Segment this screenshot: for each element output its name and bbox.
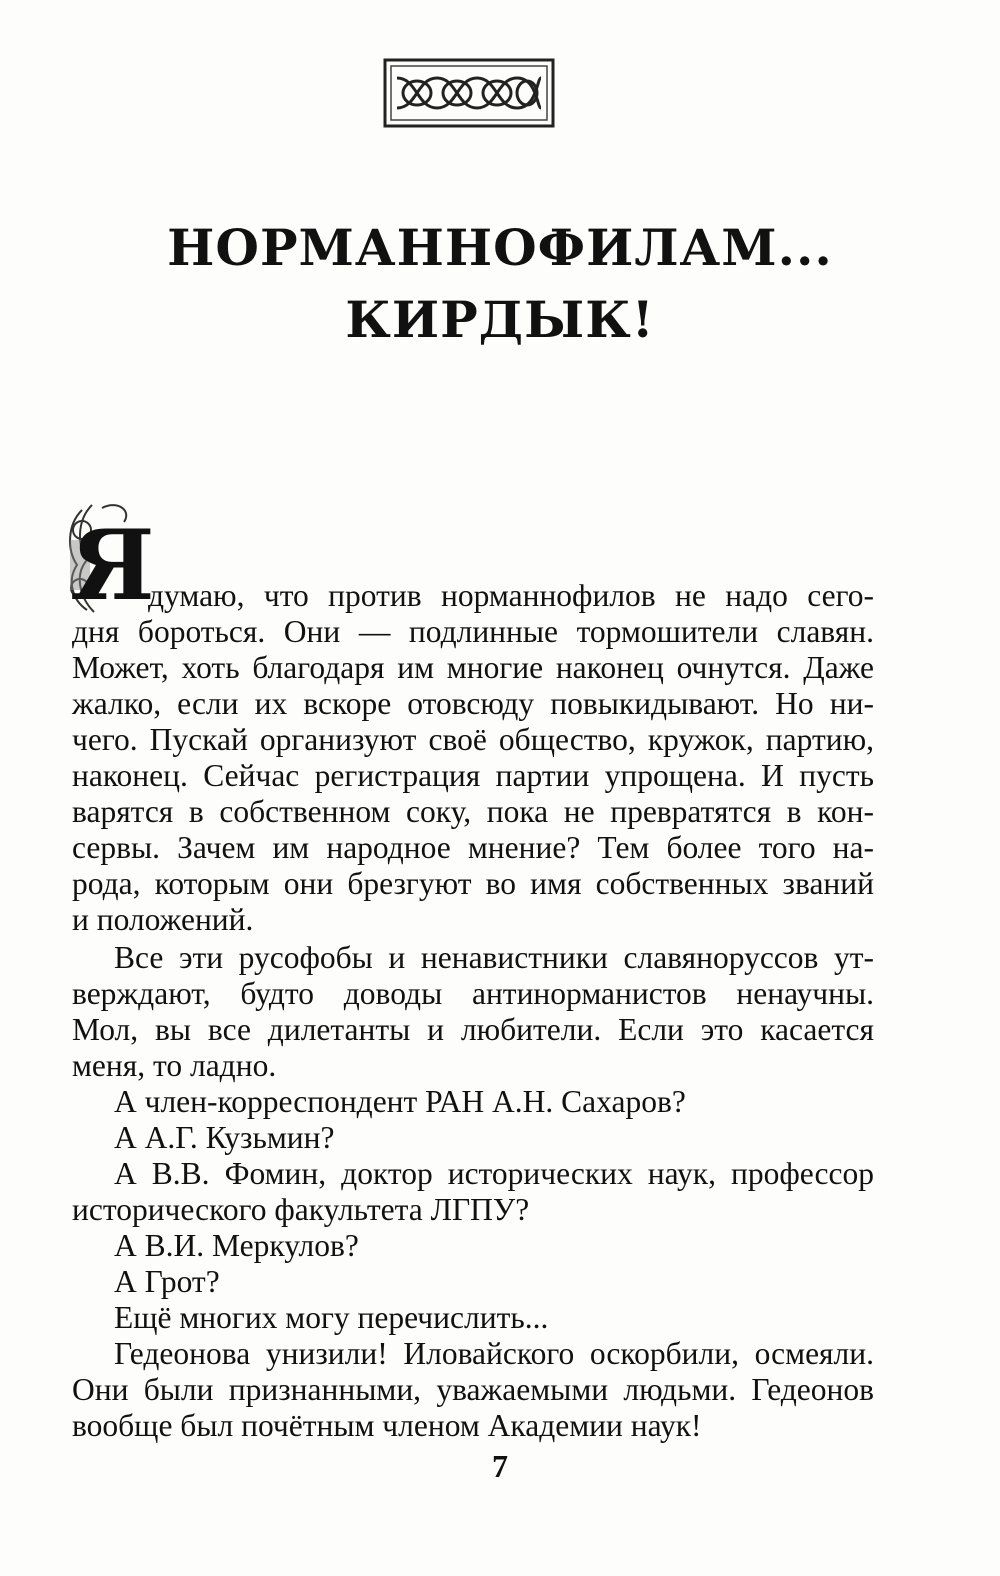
text-line: варятся в собственном соку, пока не превратятся в кон- [72, 794, 874, 829]
text-line: вообще был почётным членом Академии наук! [72, 1408, 702, 1443]
text-line: Ещё многих могу перечислить... [114, 1300, 549, 1335]
text-line: исторического факультета ЛГПУ? [72, 1192, 530, 1227]
text-line: думаю, что против норманнофилов не надо сего- [148, 578, 874, 613]
text-line: дня бороться. Они — подлинные тормошители славян. [72, 614, 874, 649]
text-line: рода, которым они брезгуют во имя собственных званий [72, 866, 874, 901]
text-line: Все эти русофобы и ненавистники славяноруссов ут- [114, 940, 874, 975]
text-line: жалко, если их вскоре отовсюду повыкидывают. Но ни- [72, 686, 874, 721]
text-line: Они были признанными, уважаемыми людьми. Гедеонов [72, 1372, 874, 1407]
text-line: верждают, будто доводы антинорманистов ненаучны. [72, 976, 874, 1011]
text-line: чего. Пускай организуют своё общество, кружок, партию, [72, 722, 874, 757]
drop-cap-letter: Я [70, 509, 155, 622]
text-line: А Грот? [114, 1264, 220, 1299]
text-line: А член-корреспондент РАН А.Н. Сахаров? [114, 1084, 686, 1119]
text-line: сервы. Зачем им народное мнение? Тем более того на- [72, 830, 874, 865]
text-line: меня, то ладно. [72, 1048, 277, 1083]
text-line: А А.Г. Кузьмин? [114, 1120, 335, 1155]
chapter-title-line-2: КИРДЫК! [345, 290, 655, 349]
page-number: 7 [492, 1448, 508, 1484]
text-line: Гедеонова унизили! Иловайского оскорбили, осмеяли. [114, 1336, 874, 1371]
chapter-title-line-1: НОРМАННОФИЛАМ... [167, 218, 833, 277]
celtic-knot-ornament [383, 58, 555, 128]
text-line: А В.В. Фомин, доктор исторических наук, профессор [114, 1156, 874, 1191]
text-line: наконец. Сейчас регистрация партии упрощена. И пусть [72, 758, 874, 793]
text-line: Мол, вы все дилетанты и любители. Если это касается [72, 1012, 874, 1047]
text-line: А В.И. Меркулов? [114, 1228, 359, 1263]
text-line: Может, хоть благодаря им многие наконец очнутся. Даже [72, 650, 874, 685]
text-line: и положений. [72, 902, 254, 937]
